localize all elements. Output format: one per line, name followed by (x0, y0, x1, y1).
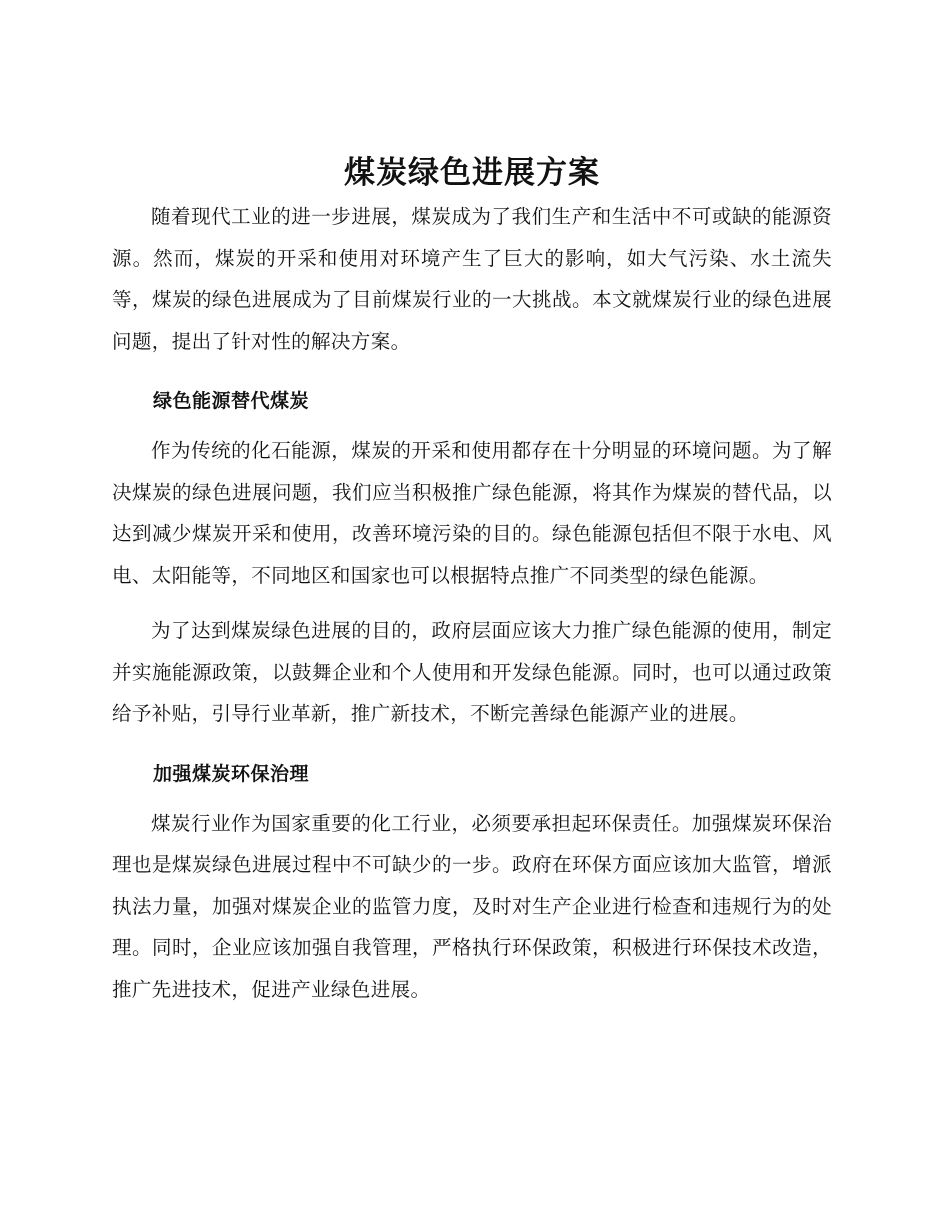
document-page (112, 150, 832, 1010)
section-heading-environmental-governance: 加强煤炭环保治理 (153, 762, 310, 785)
section-1-paragraph-1: 作为传统的化石能源，煤炭的开采和使用都存在十分明显的环境问题。为了解决煤炭的绿色进展问题，我们应当积极推广绿色能源，将其作为煤炭的替代品，以达到减少煤炭开采和使用，改善环境污染的目的。绿色能源包括但不限于水电、风电、太阳能等，不同地区和国家也可以根据特点推广不同类型的绿色能源。 (112, 439, 832, 587)
document-title: 煤炭绿色进展方案 (344, 155, 600, 191)
section-2-paragraph-1: 煤炭行业作为国家重要的化工行业，必须要承担起环保责任。加强煤炭环保治理也是煤炭绿色进展过程中不可缺少的一步。政府在环保方面应该加大监管，增派执法力量，加强对煤炭企业的监管力度，及时对生产企业进行检查和违规行为的处理。同时，企业应该加强自我管理，严格执行环保政策，积极进行环保技术改造，推广先进技术，促进产业绿色进展。 (112, 811, 832, 1001)
section-heading-green-energy: 绿色能源替代煤炭 (153, 390, 310, 412)
intro-paragraph: 随着现代工业的进一步进展，煤炭成为了我们生产和生活中不可或缺的能源资源。然而，煤炭的开采和使用对环境产生了巨大的影响，如大气污染、水土流失等，煤炭的绿色进展成为了目前煤炭行业的一大挑战。本文就煤炭行业的绿色进展问题，提出了针对性的解决方案。 (112, 205, 832, 353)
section-1-paragraph-2: 为了达到煤炭绿色进展的目的，政府层面应该大力推广绿色能源的使用，制定并实施能源政策，以鼓舞企业和个人使用和开发绿色能源。同时，也可以通过政策给予补贴，引导行业革新，推广新技术，不断完善绿色能源产业的进展。 (112, 619, 832, 725)
